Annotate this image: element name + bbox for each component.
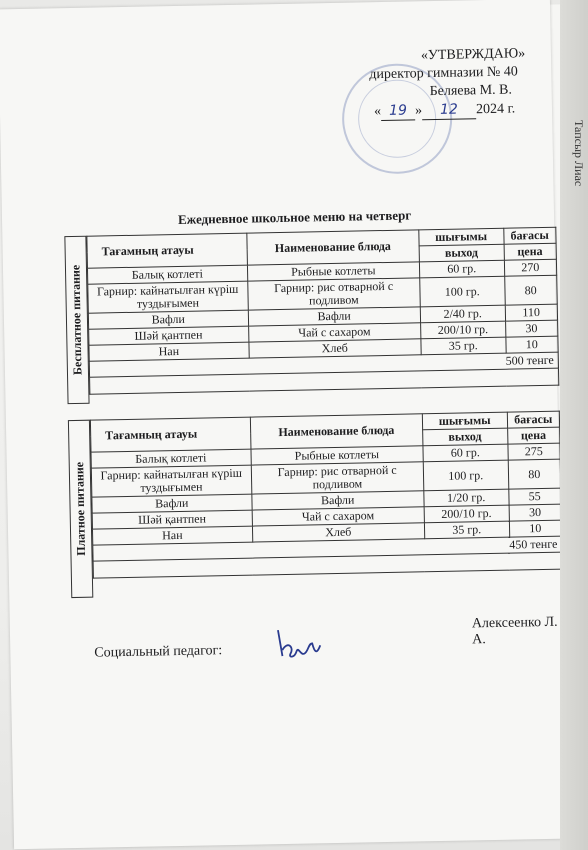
approval-person: Беляева М. В. [429, 82, 513, 100]
table-row: Нан Хлеб 35 гр. 10 [89, 336, 558, 361]
total-amount: 500 тенге [89, 352, 558, 377]
free-meal-table [86, 227, 559, 395]
col-name-ru: Наименование блюда [246, 230, 419, 265]
total-amount: 450 тенге [93, 536, 562, 561]
col-price-ru: цена [504, 243, 557, 260]
paid-meal-section [68, 411, 563, 598]
table-row: Вафли Вафли 1/20 гр. 55 [92, 488, 561, 513]
approval-heading: «УТВЕРЖДАЮ» [420, 46, 526, 64]
table-row: Шәй қантпен Чай с сахаром 200/10 гр. 30 [89, 320, 558, 345]
approval-year: 2024 г. [475, 101, 516, 118]
table-row: Гарнир: кайнатылған күріш туздығымен Гарнир: рис отварной с подливом 100 гр. 80 [88, 275, 557, 313]
col-name-ru: Наименование блюда [250, 414, 423, 449]
adjacent-page-edge [560, 0, 588, 850]
col-price-kz: бағасы [507, 411, 560, 428]
table-row: Балық котлеті Рыбные котлеты 60 гр. 270 [87, 259, 556, 284]
col-price-ru: цена [507, 427, 560, 444]
col-price-kz: бағасы [503, 227, 556, 244]
approval-position: директор гимназии № 40 [369, 64, 518, 83]
page-title: Ежедневное школьное меню на четверг [177, 207, 412, 227]
col-yield-kz: шығымы [419, 228, 504, 246]
table-row: Гарнир: кайнатылған күріш туздығымен Гарнир: рис отварной с подливом 100 гр. 80 [91, 459, 560, 497]
table-row: Вафли Вафли 2/40 гр. 110 [88, 304, 557, 329]
approval-block [359, 45, 550, 122]
col-yield-kz: шығымы [422, 412, 507, 430]
section-label: Платное питание [68, 420, 93, 598]
handwritten-signature [274, 625, 323, 666]
edge-text: Тапсыр Лиас [572, 120, 586, 187]
signature-role: Социальный педагог: [94, 643, 223, 661]
free-meal-section [64, 227, 559, 404]
col-yield-ru: выход [423, 428, 508, 446]
col-name-kz: Тағамның атауы [87, 233, 247, 268]
approval-month: 12 [422, 100, 476, 120]
col-name-kz: Тағамның атауы [90, 417, 250, 452]
table-row: Нан Хлеб 35 гр. 10 [92, 520, 561, 545]
section-label: Бесплатное питание [64, 236, 89, 404]
signer-name: Алексеенко Л. А. [471, 614, 558, 648]
paid-meal-table [90, 411, 563, 579]
col-yield-ru: выход [419, 244, 504, 262]
table-row: Балық котлеті Рыбные котлеты 60 гр. 275 [91, 443, 560, 468]
table-row: Шәй қантпен Чай с сахаром 200/10 гр. 30 [92, 504, 561, 529]
approval-date: « 19 » 12 2024 г. [373, 101, 516, 120]
approval-day: 19 [381, 101, 415, 121]
